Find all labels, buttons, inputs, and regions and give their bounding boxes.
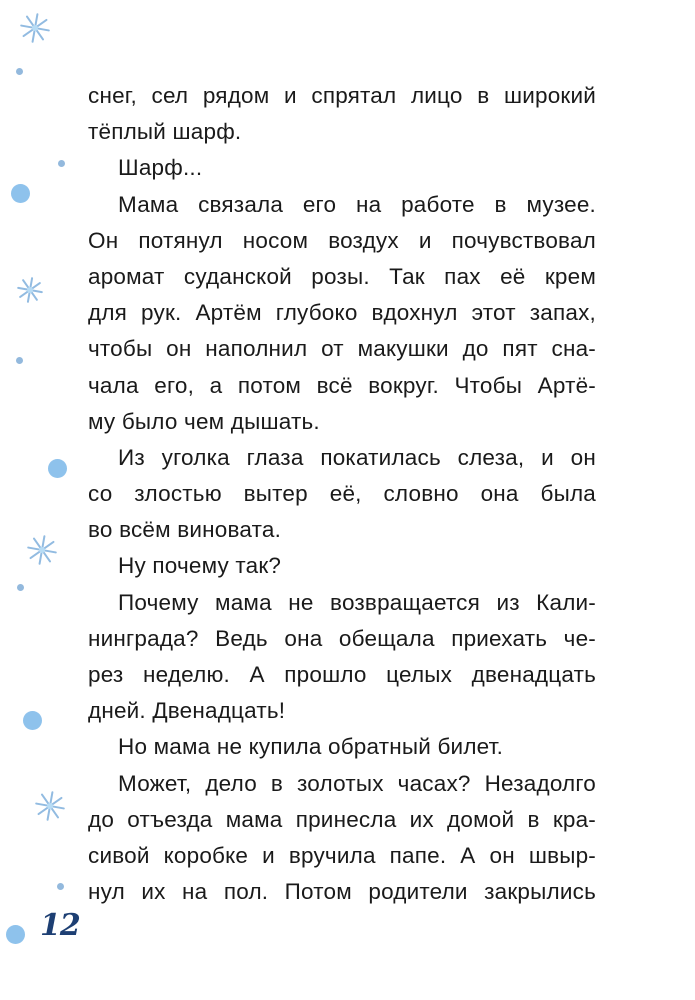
text-line: Может, дело в золотых часах? Незадолго: [118, 770, 596, 796]
text-line: нинграда? Ведь она обещала приехать че-: [88, 625, 596, 651]
text-line: аромат суданской розы. Так пах её крем: [88, 263, 596, 289]
snow-dot-large: [6, 925, 25, 944]
snow-dot-large: [48, 459, 67, 478]
text-line: до отъезда мама принесла их домой в кра-: [88, 806, 596, 832]
text-line: Шарф...: [118, 155, 203, 181]
text-line: нул их на пол. Потом родители закрылись: [88, 879, 596, 905]
text-line: Но мама не купила обратный билет.: [118, 734, 504, 760]
text-line: тёплый шарф.: [88, 119, 242, 145]
snowflake-icon: [16, 276, 44, 304]
snow-dot-small: [57, 883, 64, 890]
snowflake-icon: [26, 534, 58, 566]
text-line: Ну почему так?: [118, 553, 282, 579]
text-line: му было чем дышать.: [88, 408, 320, 434]
text-line: сивой коробке и вручила папе. А он швыр-: [88, 842, 596, 868]
text-line: во всём виновата.: [88, 517, 282, 543]
text-line: со злостью вытер её, словно она была: [88, 481, 596, 507]
text-line: Мама связала его на работе в музее.: [118, 191, 596, 217]
page-number: 12: [40, 908, 80, 943]
snow-dot-small: [16, 357, 23, 364]
text-line: Он потянул носом воздух и почувствовал: [88, 227, 596, 253]
snow-dot-small: [16, 68, 23, 75]
text-line: дней. Двенадцать!: [88, 698, 286, 724]
text-line: снег, сел рядом и спрятал лицо в широкий: [88, 83, 596, 108]
text-line: Из уголка глаза покатилась слеза, и он: [118, 444, 596, 470]
snow-dot-small: [17, 584, 24, 591]
text-line: чала его, а потом всё вокруг. Чтобы Артё-: [88, 372, 596, 398]
text-line: рез неделю. А прошло целых двенадцать: [88, 662, 596, 687]
snowflake-icon: [34, 790, 66, 822]
snow-dot-small: [58, 160, 65, 167]
text-line: для рук. Артём глубоко вдохнул этот запах,: [88, 300, 596, 326]
text-line: Почему мама не возвращается из Кали-: [118, 589, 596, 615]
snow-dot-large: [23, 711, 42, 730]
body-text: [88, 78, 596, 910]
snow-dot-large: [11, 184, 30, 203]
snowflake-icon: [19, 12, 51, 44]
text-line: чтобы он наполнил от макушки до пят сна-: [88, 336, 596, 362]
